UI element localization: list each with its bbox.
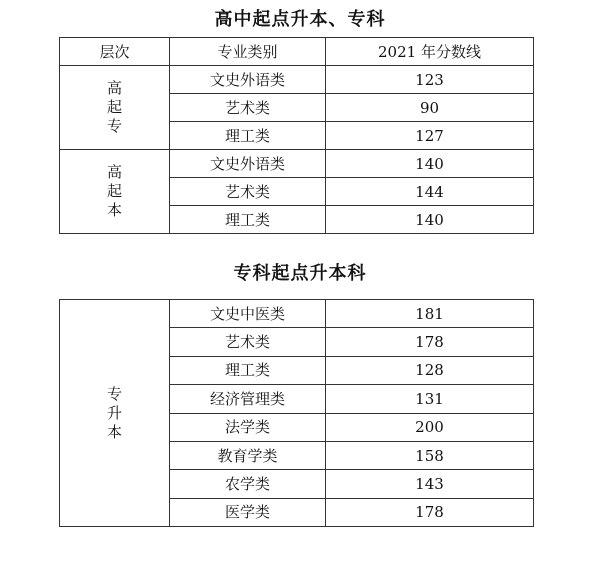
table-row [60,66,534,94]
category-cell: 文史外语类 [170,150,326,178]
category-cell: 理工类 [170,206,326,234]
category-cell: 艺术类 [170,94,326,122]
category-cell: 理工类 [170,356,326,384]
category-cell: 经济管理类 [170,385,326,413]
score-cell: 158 [326,441,534,469]
score-cell: 90 [326,94,534,122]
level-label: 专升本 [106,384,122,441]
category-cell: 艺术类 [170,178,326,206]
score-cell: 140 [326,150,534,178]
level-cell-gaoqizhuan [60,66,170,150]
score-cell: 140 [326,206,534,234]
score-cell: 178 [326,498,534,526]
score-cell: 131 [326,385,534,413]
header-score: 2021 年分数线 [326,38,534,66]
category-cell: 医学类 [170,498,326,526]
category-cell: 文史中医类 [170,300,326,328]
score-table-college [59,299,534,527]
category-cell: 理工类 [170,122,326,150]
category-cell: 农学类 [170,470,326,498]
level-label: 高起本 [106,163,122,219]
level-label: 高起专 [106,79,122,135]
table-header-row [60,38,534,66]
table-row [60,150,534,178]
score-cell: 144 [326,178,534,206]
category-cell: 教育学类 [170,441,326,469]
score-cell: 128 [326,356,534,384]
section2-title: 专科起点升本科 [233,263,367,284]
score-cell: 123 [326,66,534,94]
score-cell: 178 [326,328,534,356]
header-level: 层次 [60,38,170,66]
category-cell: 文史外语类 [170,66,326,94]
header-category: 专业类别 [170,38,326,66]
score-cell: 200 [326,413,534,441]
category-cell: 艺术类 [170,328,326,356]
section1-title: 高中起点升本、专科 [214,9,386,30]
table-row [60,300,534,328]
level-cell-zhuanshengben [60,300,170,527]
category-cell: 法学类 [170,413,326,441]
score-cell: 143 [326,470,534,498]
level-cell-gaoqiben [60,150,170,234]
score-cell: 127 [326,122,534,150]
score-cell: 181 [326,300,534,328]
score-table-high-school [59,37,534,234]
